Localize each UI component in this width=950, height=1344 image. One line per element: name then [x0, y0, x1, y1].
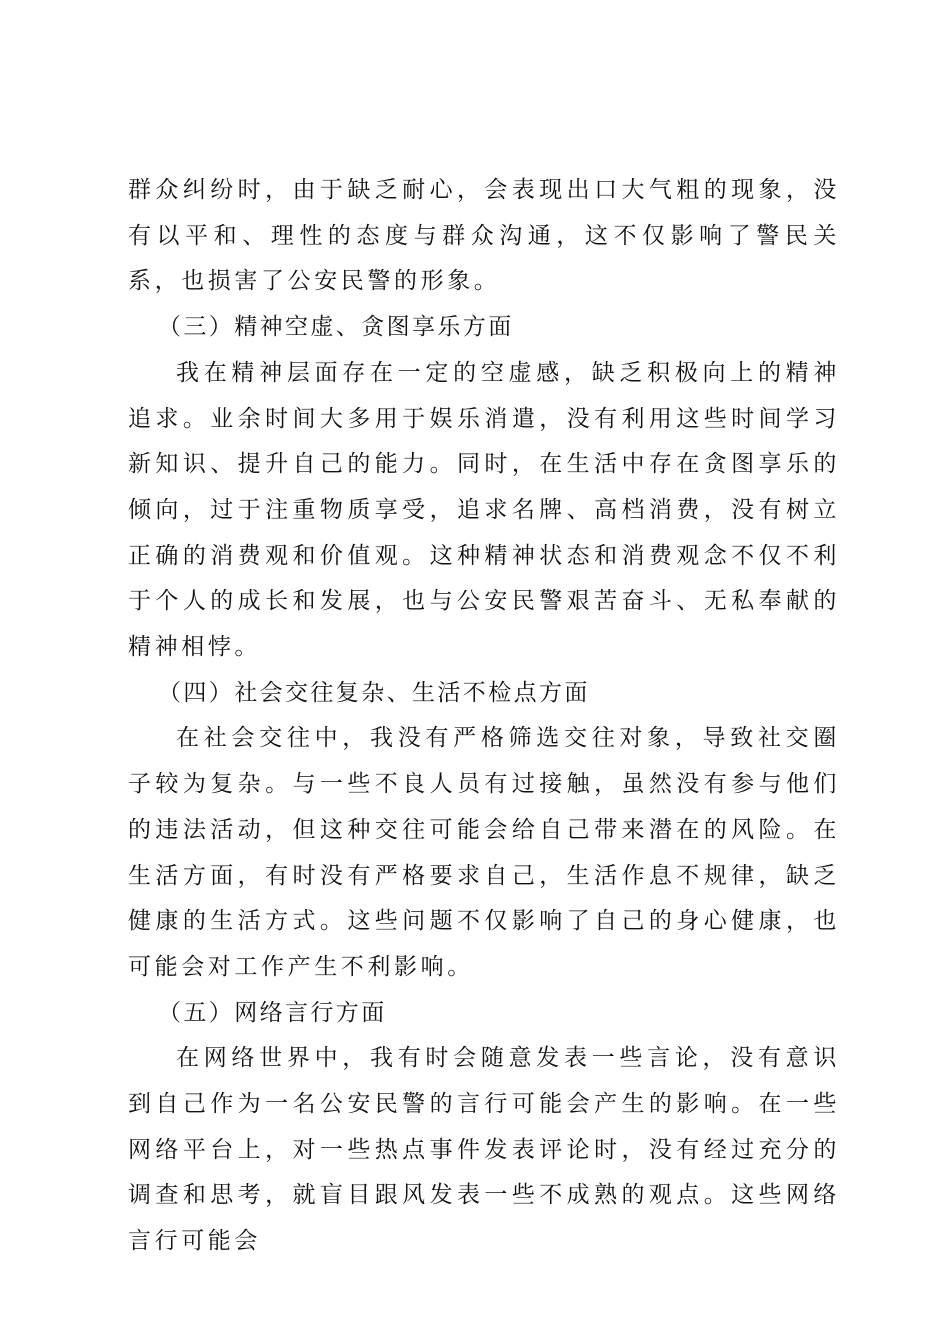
section-heading-3: （三）精神空虚、贪图享乐方面 — [158, 314, 514, 341]
paragraph-5: 在网络世界中，我有时会随意发表一些言论，没有意识到自己作为一名公安民警的言行可能会产生的影响。在一些网络平台上，对一些热点事件发表评论时，没有经过充分的调查和思考，就盲目跟风发表一些不成熟的观点。这些网络言行可能会 — [128, 1045, 840, 1255]
paragraph-continued: 群众纠纷时，由于缺乏耐心，会表现出口大气粗的现象，没有以平和、理性的态度与群众沟通，这不仅影响了警民关系，也损害了公安民警的形象。 — [128, 177, 840, 295]
section-heading-5: （五）网络言行方面 — [158, 999, 387, 1026]
paragraph-3: 我在精神层面存在一定的空虚感，缺乏积极向上的精神追求。业余时间大多用于娱乐消遣，没有利用这些时间学习新知识、提升自己的能力。同时，在生活中存在贪图享乐的倾向，过于注重物质享受，追求名牌、高档消费，没有树立正确的消费观和价值观。这种精神状态和消费观念不仅不利于个人的成长和发展，也与公安民警艰苦奋斗、无私奉献的精神相悖。 — [128, 359, 840, 661]
section-heading-4: （四）社会交往复杂、生活不检点方面 — [158, 679, 590, 706]
document-body — [128, 168, 840, 1265]
paragraph-4: 在社会交往中，我没有严格筛选交往对象，导致社交圈子较为复杂。与一些不良人员有过接触，虽然没有参与他们的违法活动，但这种交往可能会给自己带来潜在的风险。在生活方面，有时没有严格要求自己，生活作息不规律，缺乏健康的生活方式。这些问题不仅影响了自己的身心健康，也可能会对工作产生不利影响。 — [128, 725, 840, 980]
